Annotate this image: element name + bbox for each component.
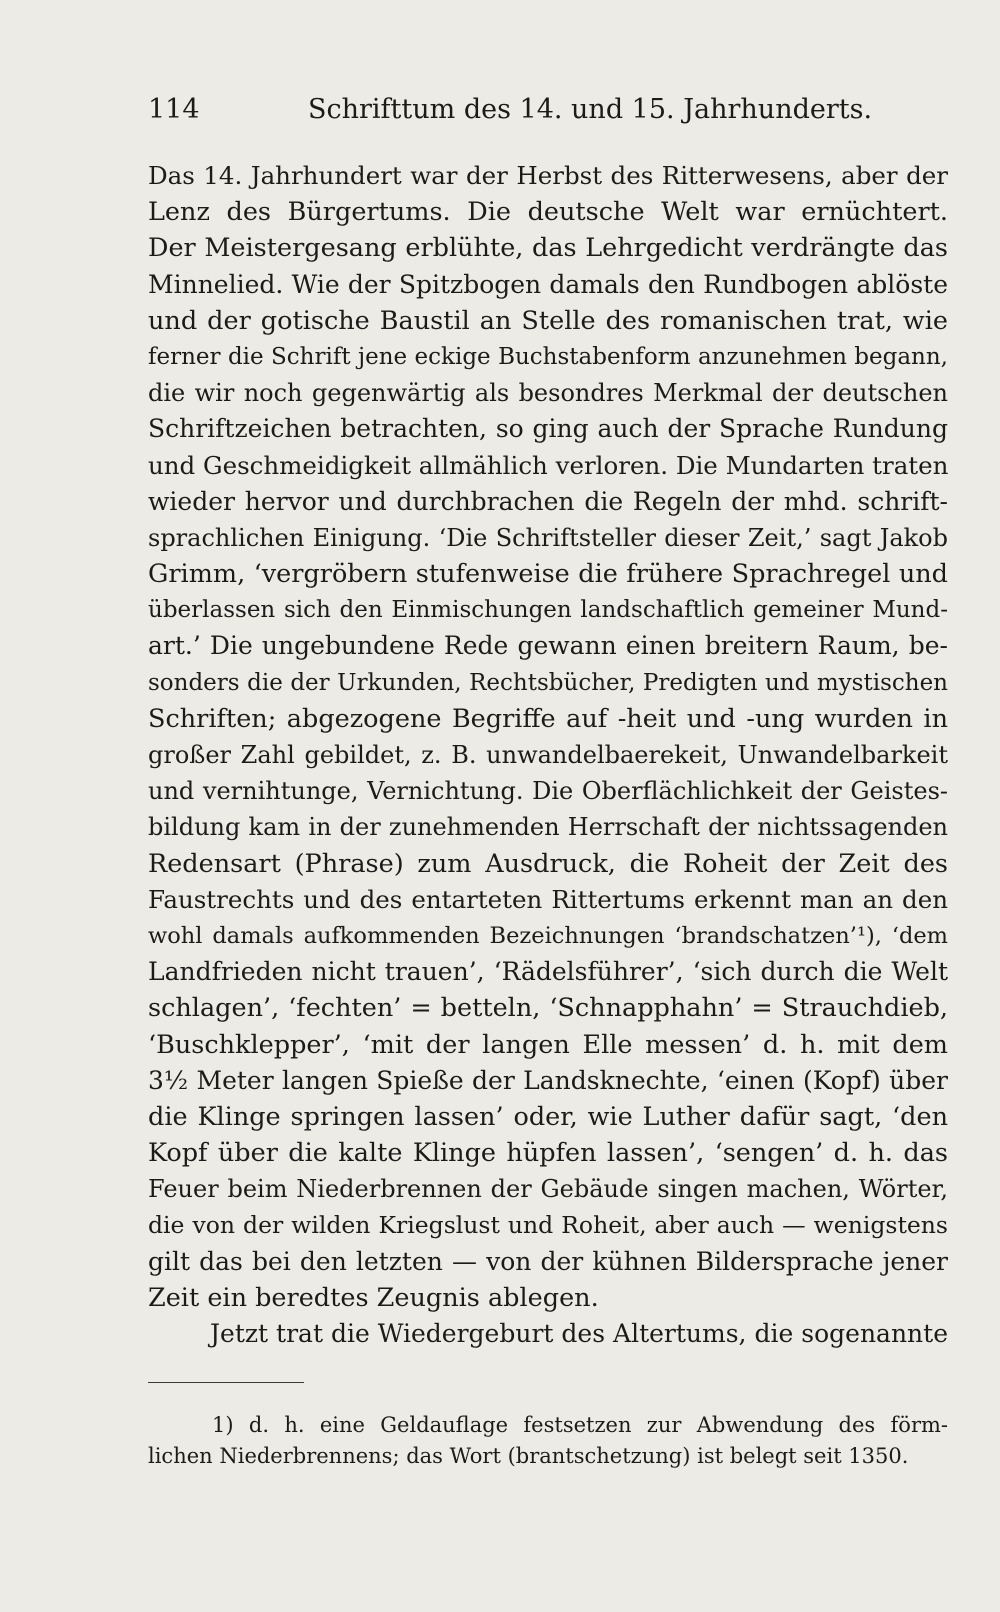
text-line: und der gotische Baustil an Stelle des romanischen trat, wie [148, 305, 948, 336]
page-number: 114 [148, 94, 200, 125]
text-line: Der Meistergesang erblühte, das Lehrgedicht verdrängte das [148, 233, 948, 264]
footnote-line: lichen Niederbrennens; das Wort (brantschetzung) ist belegt seit 1350. [148, 1444, 909, 1468]
text-line: und Geschmeidigkeit allmählich verloren. Die Mundarten traten [148, 450, 948, 480]
running-title: Schrifttum des 14. und 15. Jahrhunderts. [308, 94, 873, 125]
text-line: sprachlichen Einigung. ‘Die Schriftsteller dieser Zeit,’ sagt Jakob [148, 523, 948, 552]
text-line: Grimm, ‘vergröbern stufenweise die frühere Sprachregel und [148, 559, 948, 590]
text-line: die Klinge springen lassen’ oder, wie Luther dafür sagt, ‘den [148, 1101, 948, 1132]
page-header [148, 94, 872, 125]
text-line: wieder hervor und durchbrachen die Regeln der mhd. schrift- [148, 486, 948, 516]
text-line: Redensart (Phrase) zum Ausdruck, die Roheit der Zeit des [148, 848, 948, 879]
text-line: schlagen’, ‘fechten’ = betteln, ‘Schnapphahn’ = Strauchdieb, [148, 993, 948, 1024]
text-line: Feuer beim Niederbrennen der Gebäude singen machen, Wörter, [148, 1175, 948, 1204]
text-line: ‘Buschklepper’, ‘mit der langen Elle messen’ d. h. mit dem [148, 1029, 948, 1060]
text-line: Schriften; abgezogene Begriffe auf -heit und -ung wurden in [148, 703, 948, 734]
text-line: sonders die der Urkunden, Rechtsbücher, Predigten und mystischen [148, 669, 948, 696]
text-line: Kopf über die kalte Klinge hüpfen lassen’, ‘sengen’ d. h. das [148, 1138, 948, 1169]
footnote-rule [148, 1382, 304, 1383]
text-line: Landfrieden nicht trauen’, ‘Rädelsführer’, ‘sich durch die Welt [148, 957, 948, 987]
text-line: Minnelied. Wie der Spitzbogen damals den Rundbogen ablöste [148, 269, 948, 299]
text-line: und vernihtunge, Vernichtung. Die Oberflächlichkeit der Geistes- [148, 777, 948, 806]
text-line: wohl damals aufkommenden Bezeichnungen ‘brandschatzen’¹), ‘dem [148, 922, 948, 949]
text-line: überlassen sich den Einmischungen landschaftlich gemeiner Mund- [148, 597, 948, 624]
text-line: Lenz des Bürgertums. Die deutsche Welt war ernüchtert. [148, 197, 948, 228]
text-line: gilt das bei den letzten — von der kühnen Bildersprache jener [148, 1246, 948, 1276]
footnote-line: 1) d. h. eine Geldauflage festsetzen zur Abwendung des förm- [212, 1413, 948, 1437]
text-line: Das 14. Jahrhundert war der Herbst des Ritterwesens, aber der [148, 161, 948, 190]
body-text [148, 158, 948, 1352]
text-line: ferner die Schrift jene eckige Buchstabenform anzunehmen begann, [148, 343, 948, 370]
text-line: die von der wilden Kriegslust und Roheit, aber auch — wenigstens [148, 1211, 948, 1240]
text-line: Jetzt trat die Wiedergeburt des Altertums, die sogenannte [210, 1319, 948, 1348]
text-line: großer Zahl gebildet, z. B. unwandelbaerekeit, Unwandelbarkeit [148, 741, 948, 769]
text-line: bildung kam in der zunehmenden Herrschaft der nichtssagenden [148, 813, 948, 842]
text-line: Faustrechts und des entarteten Rittertums erkennt man an den [148, 884, 948, 914]
footnote [148, 1410, 948, 1472]
text-line: Zeit ein beredtes Zeugnis ablegen. [148, 1282, 599, 1313]
text-line: die wir noch gegenwärtig als besondres Merkmal der deutschen [148, 379, 948, 408]
text-line: 3½ Meter langen Spieße der Landsknechte, ‘einen (Kopf) über [148, 1065, 948, 1095]
text-line: art.’ Die ungebundene Rede gewann einen breitern Raum, be- [148, 631, 948, 661]
text-line: Schriftzeichen betrachten, so ging auch der Sprache Rundung [148, 414, 948, 444]
